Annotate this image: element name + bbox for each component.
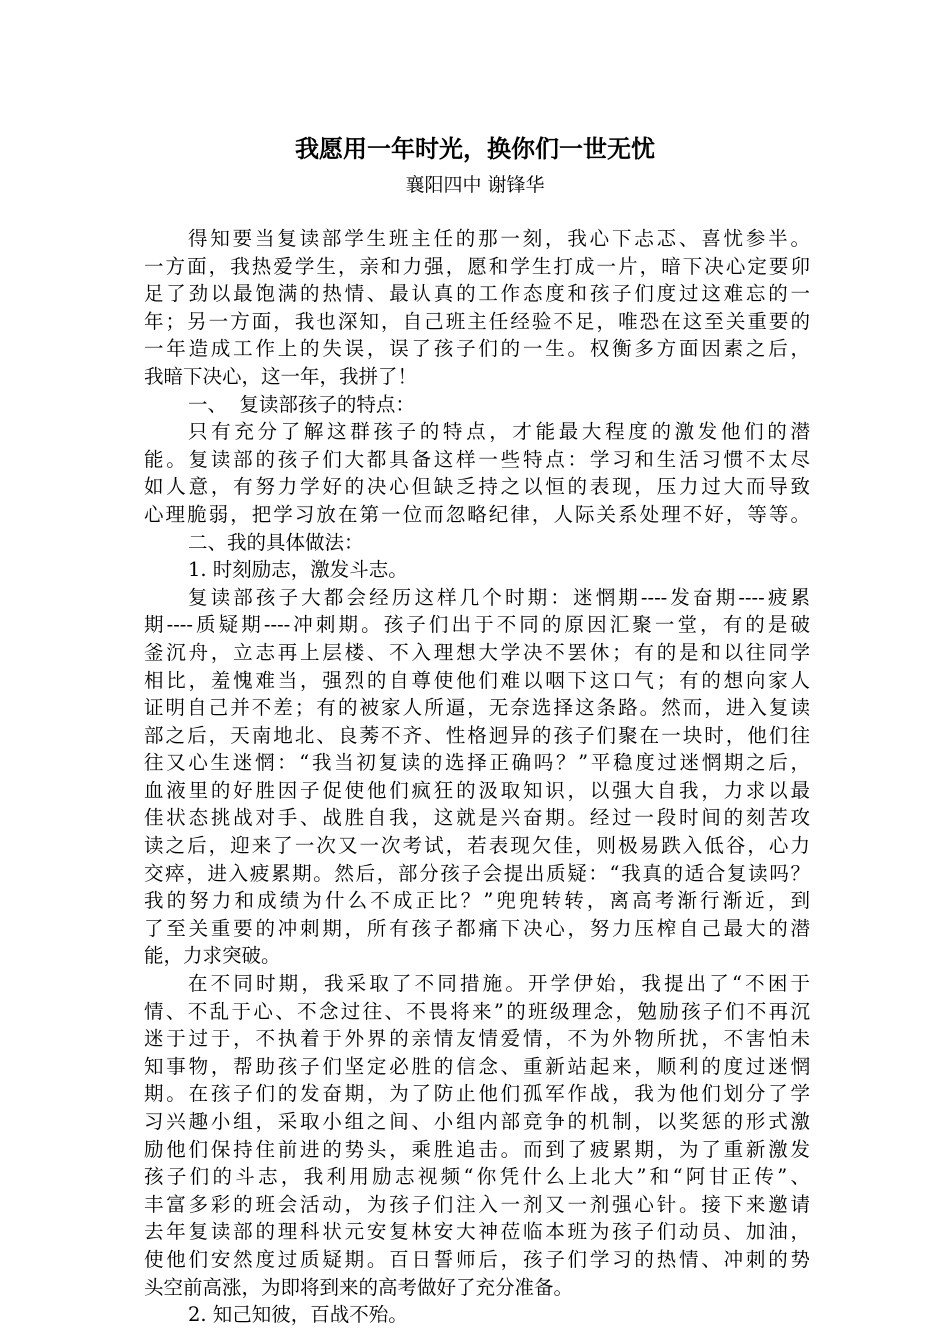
text-line: 能。复读部的孩子们大都具备这样一些特点：学习和生活习惯不太尽 [144, 447, 810, 471]
text-line: 我的努力和成绩为什么不成正比？”兜兜转转，离高考渐行渐近，到 [144, 889, 810, 913]
text-line: 能，力求突破。 [144, 944, 281, 968]
text-line: 血液里的好胜因子促使他们疯狂的汲取知识，以强大自我，力求以最 [144, 778, 810, 802]
text-line: 去年复读部的理科状元安复林安大神莅临本班为孩子们动员、加油， [144, 1220, 810, 1244]
text-line: 孩子们的斗志，我利用励志视频“你凭什么上北大”和“阿甘正传”、 [144, 1165, 810, 1189]
text-line: 情、不乱于心、不念过往、不畏将来”的班级理念，勉励孩子们不再沉 [144, 999, 810, 1023]
text-line: 迷于过于，不执着于外界的亲情友情爱情，不为外物所扰，不害怕未 [144, 1027, 810, 1051]
text-line: 励他们保持住前进的势头，乘胜追击。而到了疲累期，为了重新激发 [144, 1137, 810, 1161]
subsection-heading: 1. 时刻励志，激发斗志。 [188, 558, 408, 582]
text-line: 我暗下决心，这一年，我拼了！ [144, 364, 418, 388]
text-line: 年；另一方面，我也深知，自己班主任经验不足，唯恐在这至关重要的 [144, 309, 810, 333]
section-heading: 二、我的具体做法： [188, 530, 364, 554]
text-line: 佳状态挑战对手、战胜自我，这就是兴奋期。经过一段时间的刻苦攻 [144, 806, 810, 830]
text-line: 使他们安然度过质疑期。百日誓师后，孩子们学习的热情、冲刺的势 [144, 1247, 810, 1271]
text-line: 习兴趣小组，采取小组之间、小组内部竞争的机制，以奖惩的形式激 [144, 1110, 810, 1133]
text-line: 一年造成工作上的失误，误了孩子们的一生。权衡多方面因素之后， [144, 337, 810, 361]
text-line: 了至关重要的冲刺期，所有孩子都痛下决心，努力压榨自己最大的潜 [144, 916, 810, 940]
text-line: 如人意，有努力学好的决心但缺乏持之以恒的表现，压力过大而导致 [144, 475, 810, 499]
subsection-heading: 2. 知己知彼，百战不殆。 [188, 1303, 408, 1327]
text-line: 知事物，帮助孩子们坚定必胜的信念、重新站起来，顺利的度过迷惘 [144, 1054, 810, 1078]
text-line: 在不同时期，我采取了不同措施。开学伊始，我提出了“不困于 [188, 972, 810, 996]
text-line: 复读部孩子大都会经历这样几个时期：迷惘期----发奋期----疲累 [188, 585, 810, 609]
document-title: 我愿用一年时光，换你们一世无忧 [295, 134, 655, 163]
document-author: 襄阳四中 谢锋华 [405, 174, 545, 196]
text-line: 足了劲以最饱满的热情、最认真的工作态度和孩子们度过这难忘的一 [144, 282, 810, 306]
text-line: 期----质疑期----冲刺期。孩子们出于不同的原因汇聚一堂，有的是破 [144, 613, 810, 637]
text-line: 一方面，我热爱学生，亲和力强，愿和学生打成一片，暗下决心定要卯 [144, 254, 810, 278]
document-body [144, 225, 810, 1329]
text-line: 釜沉舟，立志再上层楼、不入理想大学决不罢休；有的是和以往同学 [144, 640, 810, 664]
section-heading: 一、 复读部孩子的特点： [188, 392, 415, 416]
text-line: 只有充分了解这群孩子的特点，才能最大程度的激发他们的潜 [188, 420, 810, 444]
text-line: 心理脆弱，把学习放在第一位而忽略纪律，人际关系处理不好，等等。 [144, 502, 810, 526]
text-line: 往又心生迷惘：“我当初复读的选择正确吗？”平稳度过迷惘期之后， [144, 751, 810, 775]
text-line: 读之后，迎来了一次又一次考试，若表现欠佳，则极易跌入低谷，心力 [144, 834, 810, 858]
text-line: 交瘁，进入疲累期。然后，部分孩子会提出质疑：“我真的适合复读吗？ [144, 861, 810, 885]
text-line: 期。在孩子们的发奋期，为了防止他们孤军作战，我为他们划分了学 [144, 1082, 810, 1106]
text-line: 丰富多彩的班会活动，为孩子们注入一剂又一剂强心针。接下来邀请 [144, 1192, 810, 1216]
text-line: 部之后，天南地北、良莠不齐、性格迥异的孩子们聚在一块时，他们往 [144, 723, 810, 747]
text-line: 相比，羞愧难当，强烈的自尊使他们难以咽下这口气；有的想向家人 [144, 668, 810, 692]
text-line: 得知要当复读部学生班主任的那一刻，我心下忐忑、喜忧参半。 [188, 227, 810, 250]
text-line: 头空前高涨，为即将到来的高考做好了充分准备。 [144, 1275, 574, 1299]
text-line: 证明自己并不差；有的被家人所逼，无奈选择这条路。然而，进入复读 [144, 696, 810, 720]
